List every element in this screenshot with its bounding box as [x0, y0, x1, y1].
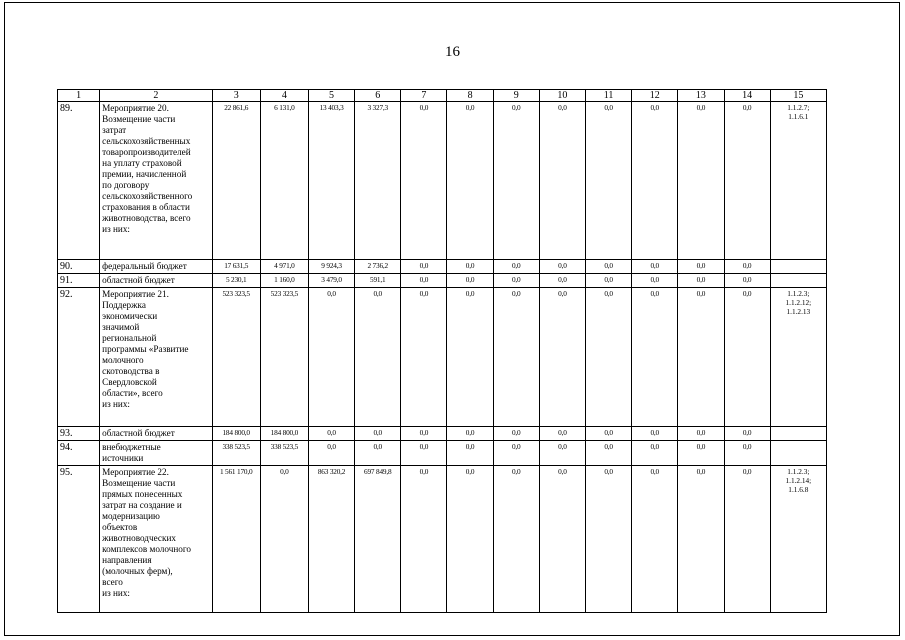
value-cell: 184 800,0: [212, 427, 260, 441]
value-cell: 6 131,0: [260, 102, 308, 260]
value-cell: 0,0: [724, 441, 770, 466]
value-cell: 0,0: [401, 441, 447, 466]
value-cell: 0,0: [447, 274, 493, 288]
value-cell: 0,0: [308, 427, 354, 441]
table-row: [58, 466, 827, 613]
row-name: областной бюджет: [100, 427, 212, 441]
value-cell: 0,0: [724, 288, 770, 427]
reference-cell: 1.1.2.3; 1.1.2.12; 1.1.2.13: [770, 288, 826, 427]
table-row: [58, 427, 827, 441]
column-header: 15: [770, 90, 826, 102]
row-number: 93.: [58, 427, 100, 441]
value-cell: 0,0: [447, 466, 493, 613]
value-cell: 338 523,5: [212, 441, 260, 466]
column-header: 3: [212, 90, 260, 102]
value-cell: 591,1: [355, 274, 401, 288]
value-cell: 0,0: [539, 441, 585, 466]
value-cell: 0,0: [724, 466, 770, 613]
column-header: 10: [539, 90, 585, 102]
value-cell: 0,0: [632, 102, 678, 260]
row-number: 95.: [58, 466, 100, 613]
column-header: 5: [308, 90, 354, 102]
value-cell: 523 323,5: [260, 288, 308, 427]
reference-cell: [770, 274, 826, 288]
value-cell: 0,0: [401, 427, 447, 441]
column-header: 12: [632, 90, 678, 102]
value-cell: 0,0: [632, 288, 678, 427]
value-cell: 0,0: [493, 274, 539, 288]
value-cell: 0,0: [401, 102, 447, 260]
value-cell: 0,0: [401, 288, 447, 427]
reference-cell: 1.1.2.3; 1.1.2.14; 1.1.6.8: [770, 466, 826, 613]
value-cell: 0,0: [586, 441, 632, 466]
value-cell: 0,0: [724, 274, 770, 288]
value-cell: 0,0: [401, 260, 447, 274]
value-cell: 863 320,2: [308, 466, 354, 613]
value-cell: 0,0: [539, 102, 585, 260]
row-number: 91.: [58, 274, 100, 288]
value-cell: 9 924,3: [308, 260, 354, 274]
value-cell: 523 323,5: [212, 288, 260, 427]
column-header: 6: [355, 90, 401, 102]
value-cell: 17 631,5: [212, 260, 260, 274]
value-cell: 0,0: [539, 427, 585, 441]
value-cell: 0,0: [678, 288, 724, 427]
value-cell: 0,0: [308, 441, 354, 466]
value-cell: 0,0: [493, 102, 539, 260]
value-cell: 0,0: [447, 102, 493, 260]
row-number: 90.: [58, 260, 100, 274]
column-header: 1: [58, 90, 100, 102]
table-row: [58, 260, 827, 274]
reference-cell: [770, 441, 826, 466]
column-header: 7: [401, 90, 447, 102]
value-cell: 0,0: [678, 466, 724, 613]
value-cell: 0,0: [586, 102, 632, 260]
value-cell: 0,0: [586, 260, 632, 274]
value-cell: 0,0: [678, 102, 724, 260]
value-cell: 5 230,1: [212, 274, 260, 288]
value-cell: 338 523,5: [260, 441, 308, 466]
value-cell: 0,0: [493, 427, 539, 441]
value-cell: 0,0: [447, 441, 493, 466]
value-cell: 0,0: [401, 274, 447, 288]
column-header: 11: [586, 90, 632, 102]
page-number: 16: [445, 44, 460, 60]
value-cell: 0,0: [724, 260, 770, 274]
row-name: внебюджетные источники: [100, 441, 212, 466]
value-cell: 184 800,0: [260, 427, 308, 441]
value-cell: 3 479,0: [308, 274, 354, 288]
value-cell: 1 561 170,0: [212, 466, 260, 613]
value-cell: 0,0: [678, 260, 724, 274]
value-cell: 0,0: [539, 466, 585, 613]
value-cell: 0,0: [447, 288, 493, 427]
value-cell: 0,0: [678, 441, 724, 466]
reference-cell: 1.1.2.7; 1.1.6.1: [770, 102, 826, 260]
reference-cell: [770, 427, 826, 441]
row-number: 92.: [58, 288, 100, 427]
value-cell: 697 849,8: [355, 466, 401, 613]
value-cell: 0,0: [493, 441, 539, 466]
value-cell: 0,0: [539, 288, 585, 427]
row-name: Мероприятие 20. Возмещение части затрат сельскохозяйственных товаропроизводителей на уплату страховой премии, начисленной по договору сельскохозяйственного страхования в области животноводства, всего из них:: [100, 102, 212, 260]
column-header: 14: [724, 90, 770, 102]
column-header: 8: [447, 90, 493, 102]
value-cell: 0,0: [586, 427, 632, 441]
value-cell: 3 327,3: [355, 102, 401, 260]
value-cell: 0,0: [493, 466, 539, 613]
value-cell: 0,0: [632, 427, 678, 441]
value-cell: 0,0: [724, 102, 770, 260]
value-cell: 0,0: [632, 441, 678, 466]
column-header: 13: [678, 90, 724, 102]
table-row: [58, 274, 827, 288]
value-cell: 0,0: [447, 260, 493, 274]
row-name: Мероприятие 22. Возмещение части прямых понесенных затрат на создание и модернизацию объектов животноводческих комплексов молочного направления (молочных ферм), всего из них:: [100, 466, 212, 613]
value-cell: 0,0: [678, 274, 724, 288]
value-cell: 0,0: [355, 441, 401, 466]
value-cell: 0,0: [493, 260, 539, 274]
value-cell: 0,0: [355, 427, 401, 441]
value-cell: 2 736,2: [355, 260, 401, 274]
column-header: 9: [493, 90, 539, 102]
table-row: [58, 288, 827, 427]
row-name: областной бюджет: [100, 274, 212, 288]
value-cell: 0,0: [678, 427, 724, 441]
value-cell: 0,0: [447, 427, 493, 441]
value-cell: 0,0: [586, 274, 632, 288]
table-row: [58, 441, 827, 466]
table-header-row: [58, 90, 827, 102]
row-number: 94.: [58, 441, 100, 466]
row-name: федеральный бюджет: [100, 260, 212, 274]
value-cell: 0,0: [355, 288, 401, 427]
value-cell: 0,0: [539, 274, 585, 288]
column-header: 2: [100, 90, 212, 102]
row-number: 89.: [58, 102, 100, 260]
value-cell: 0,0: [493, 288, 539, 427]
value-cell: 0,0: [260, 466, 308, 613]
value-cell: 0,0: [632, 260, 678, 274]
value-cell: 22 861,6: [212, 102, 260, 260]
value-cell: 0,0: [401, 466, 447, 613]
table-row: [58, 102, 827, 260]
value-cell: 4 971,0: [260, 260, 308, 274]
value-cell: 13 403,3: [308, 102, 354, 260]
value-cell: 0,0: [308, 288, 354, 427]
reference-cell: [770, 260, 826, 274]
value-cell: 0,0: [586, 288, 632, 427]
value-cell: 0,0: [724, 427, 770, 441]
value-cell: 0,0: [632, 466, 678, 613]
column-header: 4: [260, 90, 308, 102]
budget-table: [57, 89, 827, 613]
value-cell: 1 160,0: [260, 274, 308, 288]
value-cell: 0,0: [586, 466, 632, 613]
row-name: Мероприятие 21. Поддержка экономически значимой региональной программы «Развитие молочного скотоводства в Свердловской области», всего из них:: [100, 288, 212, 427]
value-cell: 0,0: [539, 260, 585, 274]
value-cell: 0,0: [632, 274, 678, 288]
